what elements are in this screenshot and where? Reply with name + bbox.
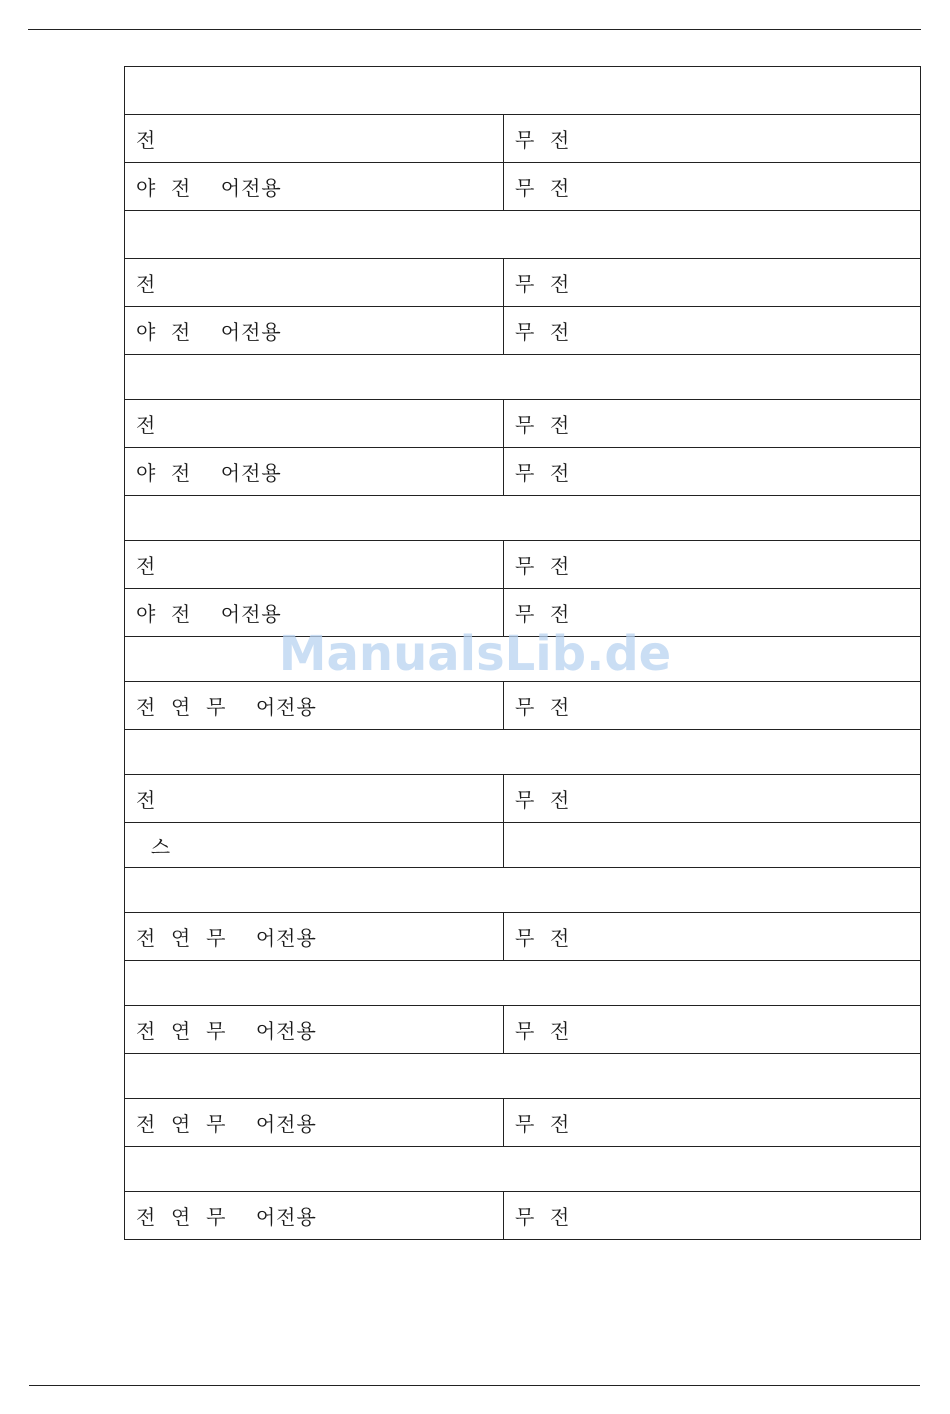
right-cell: 무 전 [504, 259, 921, 307]
top-rule [28, 29, 921, 30]
left-cell: 전 연 무 어전용 [125, 1006, 504, 1054]
right-cell: 무 전 [504, 541, 921, 589]
section-header-cell [125, 211, 921, 259]
table-row [125, 589, 921, 637]
left-cell: 전 [125, 400, 504, 448]
table-row [125, 1099, 921, 1147]
watermark: ManualsLib.de [278, 626, 672, 682]
left-cell: 전 [125, 541, 504, 589]
left-cell: 전 [125, 775, 504, 823]
left-cell: 전 연 무 어전용 [125, 1099, 504, 1147]
section-header-cell [125, 637, 921, 682]
right-cell: 무 전 [504, 400, 921, 448]
right-cell: 무 전 [504, 913, 921, 961]
left-cell: 전 연 무 어전용 [125, 682, 504, 730]
left-cell: 야 전 어전용 [125, 307, 504, 355]
table-row [125, 823, 921, 868]
right-cell [504, 823, 921, 868]
left-cell: 스 [125, 823, 504, 868]
document-table [124, 66, 921, 1240]
left-cell: 전 연 무 어전용 [125, 913, 504, 961]
section-header-cell [125, 868, 921, 913]
left-cell: 야 전 어전용 [125, 448, 504, 496]
section-header-row [125, 1054, 921, 1099]
right-cell: 무 전 [504, 115, 921, 163]
section-header-cell [125, 67, 921, 115]
section-header-row [125, 67, 921, 115]
right-cell: 무 전 [504, 448, 921, 496]
section-header-row [125, 355, 921, 400]
section-header-cell [125, 355, 921, 400]
right-cell: 무 전 [504, 163, 921, 211]
section-header-row [125, 1147, 921, 1192]
right-cell: 무 전 [504, 1099, 921, 1147]
section-header-cell [125, 1147, 921, 1192]
section-header-row [125, 496, 921, 541]
table-row [125, 307, 921, 355]
left-cell: 전 연 무 어전용 [125, 1192, 504, 1240]
section-header-row [125, 730, 921, 775]
table-row [125, 115, 921, 163]
left-cell: 전 [125, 259, 504, 307]
table-row [125, 913, 921, 961]
section-header-cell [125, 496, 921, 541]
table-row [125, 682, 921, 730]
section-header-cell [125, 730, 921, 775]
section-header-cell [125, 961, 921, 1006]
document-table-body [125, 67, 921, 1240]
table-row [125, 775, 921, 823]
section-header-row [125, 637, 921, 682]
left-cell: 야 전 어전용 [125, 589, 504, 637]
table-row [125, 448, 921, 496]
right-cell: 무 전 [504, 589, 921, 637]
section-header-row [125, 868, 921, 913]
table-row [125, 1006, 921, 1054]
section-header-row [125, 211, 921, 259]
section-header-row [125, 961, 921, 1006]
left-cell: 야 전 어전용 [125, 163, 504, 211]
right-cell: 무 전 [504, 1192, 921, 1240]
left-cell: 전 [125, 115, 504, 163]
table-row [125, 400, 921, 448]
table-row [125, 163, 921, 211]
section-header-cell [125, 1054, 921, 1099]
table-row [125, 541, 921, 589]
right-cell: 무 전 [504, 775, 921, 823]
right-cell: 무 전 [504, 307, 921, 355]
right-cell: 무 전 [504, 682, 921, 730]
table-row [125, 259, 921, 307]
table-row [125, 1192, 921, 1240]
bottom-rule [29, 1385, 920, 1386]
right-cell: 무 전 [504, 1006, 921, 1054]
